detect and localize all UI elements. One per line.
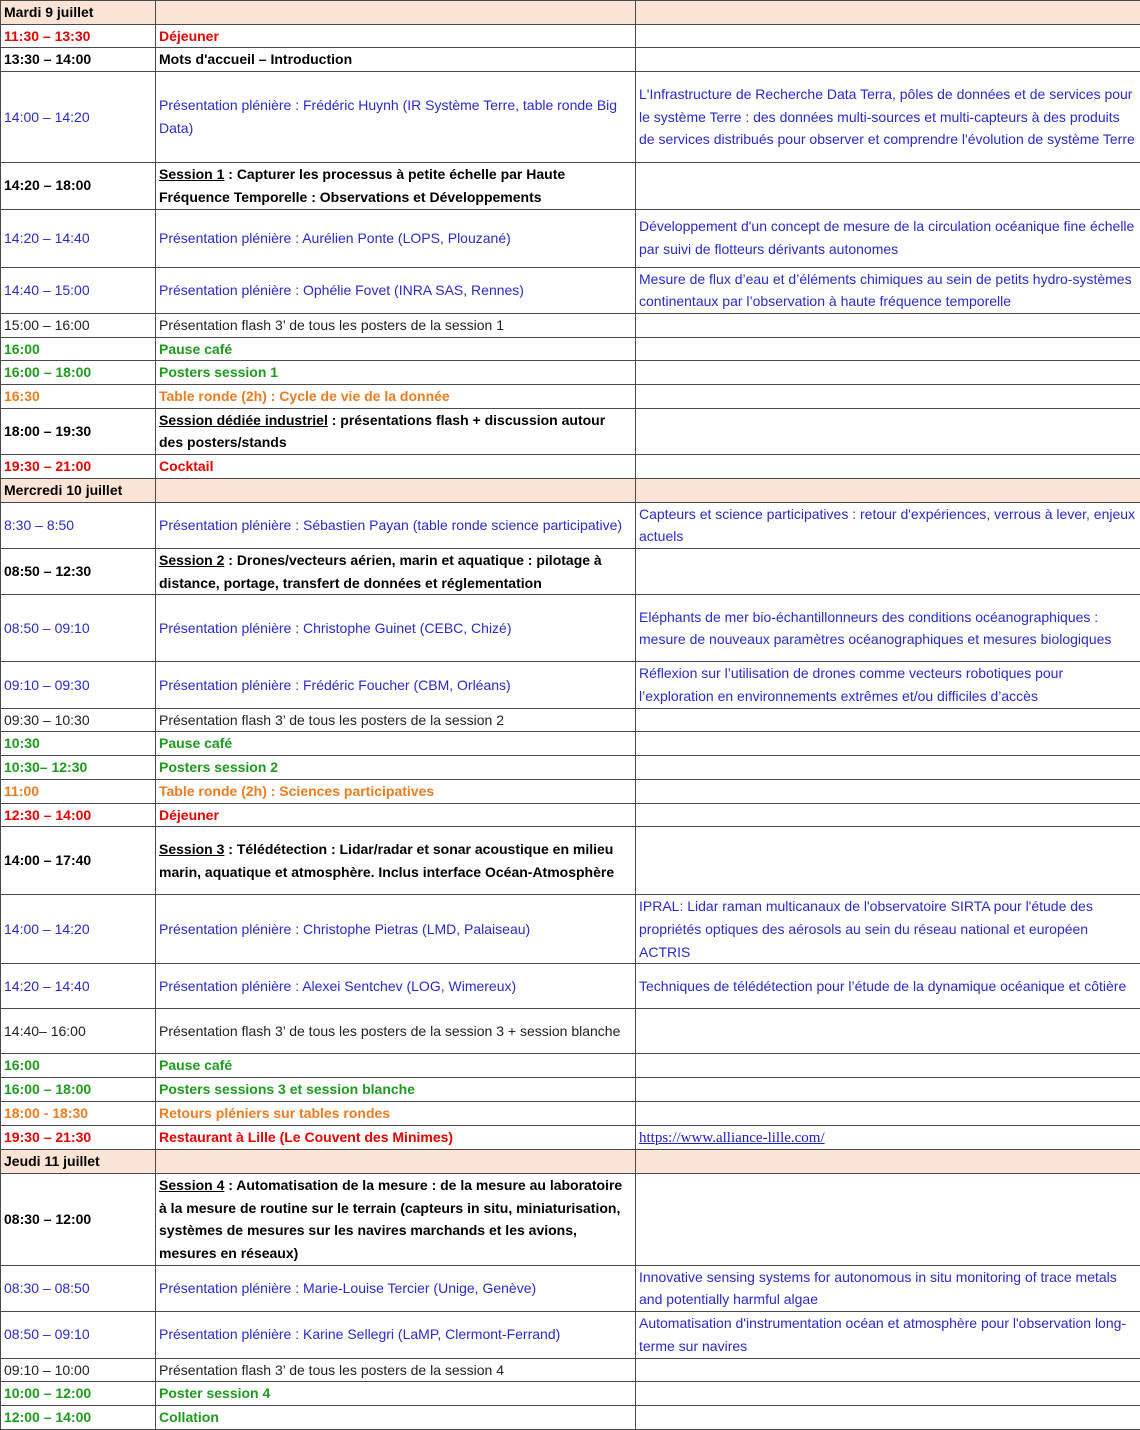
description-cell [636,502,1140,548]
event-cell [156,708,636,732]
time-cell: 16:00 [1,1054,156,1078]
event-cell [156,964,636,1009]
description-cell [636,662,1140,708]
event-cell [156,502,636,548]
event-cell [156,1405,636,1429]
schedule-row [1,895,1140,964]
event-label: Présentation plénière : Christophe Guinet (CEBC, Chizé) [159,620,512,636]
description-cell [636,1405,1140,1429]
session-description: : Drones/vecteurs aérien, marin et aquatique : pilotage à distance, portage, transfert de données et réglementation [159,552,602,591]
day-header-row [1,1,1140,25]
day-header-empty [636,1,1140,25]
time-cell: 19:30 – 21:30 [1,1125,156,1150]
description-cell [636,267,1140,313]
event-cell [156,732,636,756]
time-cell: 19:30 – 21:00 [1,455,156,479]
event-label: Présentation flash 3’ de tous les posters de la session 2 [159,712,504,728]
time-cell: 14:00 – 14:20 [1,895,156,964]
time-cell: 13:30 – 14:00 [1,48,156,72]
event-cell [156,1312,636,1358]
event-label: Mots d'accueil – Introduction [159,51,352,67]
event-cell [156,803,636,827]
description-cell [636,1009,1140,1054]
description-cell [636,1101,1140,1125]
description-cell [636,455,1140,479]
description-cell [636,24,1140,48]
event-cell [156,455,636,479]
description-cell [636,779,1140,803]
day-title: Jeudi 11 juillet [1,1150,156,1174]
session-title: Session 2 [159,552,224,568]
event-cell [156,24,636,48]
time-cell: 08:50 – 12:30 [1,548,156,594]
session-title: Session dédiée industriel [159,412,328,428]
session-title: Session 3 [159,841,224,857]
description-cell [636,1382,1140,1406]
event-label: Cocktail [159,458,213,474]
description-cell [636,548,1140,594]
event-label: Pause café [159,341,232,357]
event-label: Retours pléniers sur tables rondes [159,1105,390,1121]
schedule-row [1,163,1140,209]
restaurant-link[interactable]: https://www.alliance-lille.com/ [639,1130,825,1146]
event-cell [156,361,636,385]
schedule-row [1,337,1140,361]
event-cell [156,1358,636,1382]
time-cell: 16:00 – 18:00 [1,1078,156,1102]
schedule-row [1,1101,1140,1125]
time-cell: 10:30 [1,732,156,756]
day-header-empty [156,1,636,25]
description-cell [636,361,1140,385]
schedule-row [1,1382,1140,1406]
schedule-row [1,1312,1140,1358]
event-label: Présentation plénière : Frédéric Foucher (CBM, Orléans) [159,677,511,693]
time-cell: 14:00 – 14:20 [1,72,156,163]
description-cell [636,337,1140,361]
time-cell: 18:00 - 18:30 [1,1101,156,1125]
day-header-empty [636,478,1140,502]
talk-title: Automatisation d'instrumentation océan et atmosphère pour l'observation long-terme sur navires [639,1315,1126,1354]
schedule-row [1,48,1140,72]
event-label: Présentation flash 3’ de tous les posters de la session 4 [159,1362,504,1378]
event-label: Déjeuner [159,28,219,44]
session-description: : présentations flash + discussion autour des posters/stands [159,412,605,451]
event-cell [156,1265,636,1311]
schedule-row [1,408,1140,454]
schedule-row [1,1078,1140,1102]
description-cell [636,1054,1140,1078]
time-cell: 16:00 [1,337,156,361]
schedule-row [1,502,1140,548]
event-cell [156,385,636,409]
schedule-row [1,72,1140,163]
description-cell [636,1358,1140,1382]
description-cell [636,1078,1140,1102]
event-label: Présentation plénière : Christophe Pietras (LMD, Palaiseau) [159,921,530,937]
time-cell: 09:10 – 10:00 [1,1358,156,1382]
event-label: Présentation plénière : Aurélien Ponte (LOPS, Plouzané) [159,230,511,246]
description-cell [636,163,1140,209]
event-cell [156,48,636,72]
schedule-row [1,385,1140,409]
event-label: Pause café [159,1057,232,1073]
event-label: Posters session 1 [159,364,278,380]
event-label: Présentation plénière : Alexei Sentchev (LOG, Wimereux) [159,978,516,994]
talk-title: Mesure de flux d’eau et d’éléments chimiques au sein de petits hydro-systèmes continentaux par l’observation à haute fréquence temporelle [639,271,1132,310]
schedule-row [1,827,1140,895]
event-cell [156,1173,636,1265]
schedule-row [1,361,1140,385]
description-cell [636,803,1140,827]
schedule-row [1,732,1140,756]
time-cell: 09:30 – 10:30 [1,708,156,732]
event-label: Table ronde (2h) : Cycle de vie de la donnée [159,388,450,404]
event-cell [156,895,636,964]
time-cell: 18:00 – 19:30 [1,408,156,454]
event-label: Pause café [159,735,232,751]
event-cell [156,209,636,267]
session-description: : Automatisation de la mesure : de la mesure au laboratoire à la mesure de routine sur le terrain (capteurs in situ, miniaturisation, systèmes de mesures sur les navires marchands et les avions, mesures en réseaux) [159,1177,622,1261]
description-cell [636,827,1140,895]
schedule-row [1,1009,1140,1054]
description-cell [636,408,1140,454]
description-cell [636,595,1140,662]
description-cell [636,385,1140,409]
schedule-row [1,24,1140,48]
event-label: Présentation plénière : Sébastien Payan (table ronde science participative) [159,517,622,533]
session-title: Session 4 [159,1177,224,1193]
day-header-row [1,1150,1140,1174]
event-cell [156,1054,636,1078]
event-label: Posters session 2 [159,759,278,775]
description-cell [636,313,1140,337]
description-cell [636,209,1140,267]
schedule-row [1,803,1140,827]
event-label: Restaurant à Lille (Le Couvent des Minimes) [159,1129,453,1145]
description-cell [636,708,1140,732]
talk-title: Techniques de télédétection pour l’étude de la dynamique océanique et côtière [639,978,1126,994]
event-cell [156,1125,636,1150]
time-cell: 14:20 – 18:00 [1,163,156,209]
schedule-row [1,1358,1140,1382]
time-cell: 14:00 – 17:40 [1,827,156,895]
talk-title: Capteurs et science participatives : retour d'expériences, verrous à lever, enjeux actuels [639,506,1135,545]
event-cell [156,756,636,780]
event-cell [156,548,636,594]
schedule-row [1,1173,1140,1265]
schedule-row [1,595,1140,662]
event-cell [156,1009,636,1054]
talk-title: Innovative sensing systems for autonomous in situ monitoring of trace metals and potentially harmful algae [639,1269,1117,1308]
time-cell: 08:50 – 09:10 [1,1312,156,1358]
event-cell [156,163,636,209]
time-cell: 12:30 – 14:00 [1,803,156,827]
schedule-row [1,455,1140,479]
schedule-row [1,1054,1140,1078]
time-cell: 14:20 – 14:40 [1,964,156,1009]
event-label: Posters sessions 3 et session blanche [159,1081,415,1097]
description-cell [636,964,1140,1009]
time-cell: 14:40– 16:00 [1,1009,156,1054]
event-label: Présentation plénière : Ophélie Fovet (INRA SAS, Rennes) [159,282,524,298]
day-title: Mercredi 10 juillet [1,478,156,502]
description-cell [636,48,1140,72]
schedule-row [1,267,1140,313]
talk-title: Réflexion sur l’utilisation de drones comme vecteurs robotiques pour l’exploration en environnements extrêmes et/ou difficiles d’accès [639,665,1063,704]
event-cell [156,1078,636,1102]
schedule-row [1,708,1140,732]
time-cell: 16:30 [1,385,156,409]
event-cell [156,1382,636,1406]
session-description: : Télédétection : Lidar/radar et sonar acoustique en milieu marin, aquatique et atmosphère. Inclus interface Océan-Atmosphère [159,841,614,880]
description-cell [636,1312,1140,1358]
talk-title: Développement d'un concept de mesure de la circulation océanique fine échelle par suivi de flotteurs dérivants autonomes [639,218,1134,257]
description-cell [636,1125,1140,1150]
event-cell [156,779,636,803]
event-label: Présentation plénière : Frédéric Huynh (IR Système Terre, table ronde Big Data) [159,97,617,136]
time-cell: 14:20 – 14:40 [1,209,156,267]
time-cell: 09:10 – 09:30 [1,662,156,708]
talk-title: Eléphants de mer bio-échantillonneurs des conditions océanographiques : mesure de nouveaux paramètres océanographiques et mesures biologiques [639,609,1111,648]
schedule-row [1,313,1140,337]
time-cell: 11:30 – 13:30 [1,24,156,48]
time-cell: 11:00 [1,779,156,803]
description-cell [636,895,1140,964]
event-cell [156,337,636,361]
event-cell [156,1101,636,1125]
schedule-row [1,1405,1140,1429]
day-header-row [1,478,1140,502]
event-cell [156,313,636,337]
time-cell: 10:30– 12:30 [1,756,156,780]
schedule-row [1,756,1140,780]
time-cell: 15:00 – 16:00 [1,313,156,337]
schedule-row [1,1265,1140,1311]
schedule-row [1,1125,1140,1150]
time-cell: 16:00 – 18:00 [1,361,156,385]
day-header-empty [156,1150,636,1174]
event-label: Présentation plénière : Karine Sellegri (LaMP, Clermont-Ferrand) [159,1326,560,1342]
schedule-row [1,209,1140,267]
day-title: Mardi 9 juillet [1,1,156,25]
description-cell [636,756,1140,780]
description-cell [636,1265,1140,1311]
session-description: : Capturer les processus à petite échelle par Haute Fréquence Temporelle : Observations et Développements [159,166,565,205]
event-label: Poster session 4 [159,1385,270,1401]
time-cell: 14:40 – 15:00 [1,267,156,313]
talk-title: IPRAL: Lidar raman multicanaux de l'observatoire SIRTA pour l'étude des propriétés optiques des aérosols au sein du réseau national et européen ACTRIS [639,898,1093,959]
event-label: Table ronde (2h) : Sciences participatives [159,783,434,799]
event-label: Présentation flash 3’ de tous les posters de la session 1 [159,317,504,333]
day-header-empty [636,1150,1140,1174]
schedule-row [1,548,1140,594]
event-label: Présentation plénière : Marie-Louise Tercier (Unige, Genève) [159,1280,536,1296]
event-cell [156,267,636,313]
schedule-row [1,964,1140,1009]
schedule-row [1,662,1140,708]
time-cell: 10:00 – 12:00 [1,1382,156,1406]
description-cell [636,72,1140,163]
event-label: Déjeuner [159,807,219,823]
day-header-empty [156,478,636,502]
event-label: Présentation flash 3’ de tous les posters de la session 3 + session blanche [159,1023,620,1039]
time-cell: 08:50 – 09:10 [1,595,156,662]
description-cell [636,1173,1140,1265]
time-cell: 08:30 – 08:50 [1,1265,156,1311]
event-cell [156,662,636,708]
event-cell [156,72,636,163]
session-title: Session 1 [159,166,224,182]
time-cell: 8:30 – 8:50 [1,502,156,548]
talk-title: L'Infrastructure de Recherche Data Terra, pôles de données et de services pour le système Terre : des données multi-sources et multi-capteurs à des produits de services distribués pour observer et comprendre l'évolution de système Terre [639,86,1135,147]
event-cell [156,408,636,454]
time-cell: 12:00 – 14:00 [1,1405,156,1429]
event-cell [156,827,636,895]
description-cell [636,732,1140,756]
event-cell [156,595,636,662]
event-label: Collation [159,1409,219,1425]
schedule-row [1,779,1140,803]
time-cell: 08:30 – 12:00 [1,1173,156,1265]
